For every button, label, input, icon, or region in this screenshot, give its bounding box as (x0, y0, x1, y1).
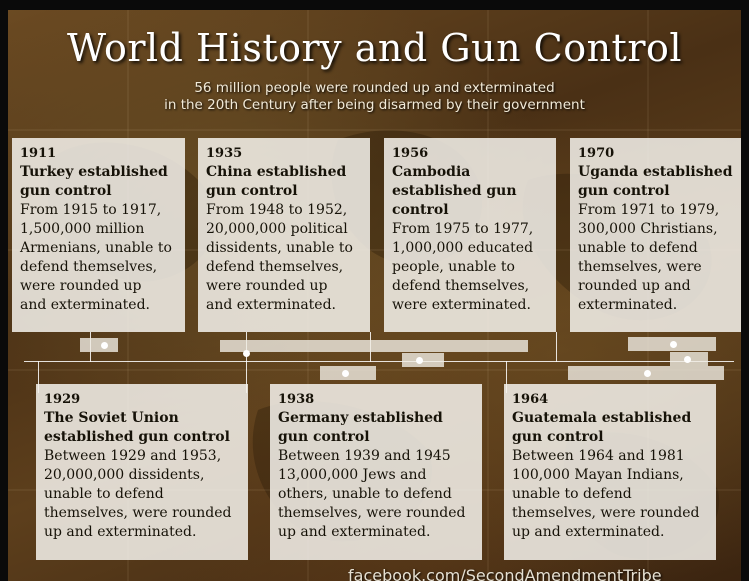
timeline-axis (24, 361, 734, 362)
event-body-line: 100,000 Mayan Indians, (512, 467, 684, 483)
event-card-1956 (384, 138, 556, 332)
event-headline-line: gun control (512, 429, 604, 445)
timeline-dot (684, 356, 691, 363)
event-body-line: Between 1939 and 1945 (278, 448, 451, 464)
event-year: 1929 (44, 392, 81, 407)
event-body-line: exterminated. (578, 297, 678, 313)
event-body-line: up and exterminated. (512, 524, 665, 540)
event-headline-line: control (392, 202, 449, 218)
event-body-line: people, unable to (392, 259, 515, 275)
event-body-line: themselves, were rounded (512, 505, 700, 521)
event-body-line: defend themselves, (20, 259, 158, 275)
poster (8, 10, 741, 581)
event-year: 1938 (278, 392, 315, 407)
event-card-1929 (36, 384, 248, 560)
timeline-dot (243, 350, 250, 357)
event-headline-line: gun control (20, 183, 112, 199)
event-body-line: up and exterminated. (278, 524, 431, 540)
event-year: 1970 (578, 146, 615, 161)
event-body-line: 20,000,000 dissidents, (44, 467, 205, 483)
event-card-1970 (570, 138, 741, 332)
event-headline-line: gun control (206, 183, 298, 199)
event-headline-line: established gun control (44, 429, 230, 445)
poster-title: World History and Gun Control (66, 26, 683, 70)
event-body-line: others, unable to defend (278, 486, 452, 502)
timeline-marker (402, 353, 444, 367)
event-body-line: were exterminated. (392, 297, 531, 313)
event-body-line: Between 1929 and 1953, (44, 448, 222, 464)
event-headline-line: gun control (278, 429, 370, 445)
connector-1970 (556, 332, 557, 362)
event-body-line: Between 1964 and 1981 (512, 448, 685, 464)
timeline-dot (416, 357, 423, 364)
footer-link-text: facebook.com/SecondAmendmentTribe (348, 566, 662, 581)
event-headline-line: Uganda established (578, 164, 733, 180)
event-body-line: themselves, were rounded (44, 505, 232, 521)
event-body-line: defend themselves, (206, 259, 344, 275)
event-headline-line: Germany established (278, 410, 443, 426)
event-body-line: themselves, were (578, 259, 702, 275)
event-body-line: 13,000,000 Jews and (278, 467, 427, 483)
event-headline-line: Cambodia (392, 164, 471, 180)
event-body-line: and exterminated. (206, 297, 336, 313)
event-body-line: From 1975 to 1977, (392, 221, 534, 237)
event-card-1911 (12, 138, 185, 332)
subtitle-line-2: in the 20th Century after being disarmed by their government (164, 97, 585, 113)
event-year: 1911 (20, 146, 57, 161)
event-body-line: up and exterminated. (44, 524, 197, 540)
event-body-line: and exterminated. (20, 297, 150, 313)
timeline-marker (80, 338, 118, 352)
poster-subtitle (8, 80, 741, 114)
timeline-dot (644, 370, 651, 377)
event-body-line: unable to defend (578, 240, 698, 256)
event-headline-line: gun control (578, 183, 670, 199)
event-body-line: From 1915 to 1917, (20, 202, 162, 218)
event-headline-line: China established (206, 164, 347, 180)
event-headline-line: established gun (392, 183, 517, 199)
event-headline-line: Guatemala established (512, 410, 692, 426)
event-body-line: themselves, were rounded (278, 505, 466, 521)
event-body-line: From 1971 to 1979, (578, 202, 720, 218)
event-year: 1964 (512, 392, 549, 407)
timeline-dot (101, 342, 108, 349)
event-body-line: 20,000,000 political (206, 221, 348, 237)
event-body-line: defend themselves, (392, 278, 530, 294)
event-year: 1956 (392, 146, 429, 161)
event-card-1938 (270, 384, 482, 560)
event-body-line: Armenians, unable to (20, 240, 172, 256)
event-body-line: unable to defend (44, 486, 164, 502)
event-card-1964 (504, 384, 716, 560)
event-body-line: unable to defend (512, 486, 632, 502)
event-headline-line: Turkey established (20, 164, 168, 180)
timeline-dot (342, 370, 349, 377)
event-body-line: 1,000,000 educated (392, 240, 534, 256)
event-card-1935 (198, 138, 370, 332)
event-body-line: were rounded up (20, 278, 142, 294)
timeline-dot (670, 341, 677, 348)
event-body-line: From 1948 to 1952, (206, 202, 348, 218)
event-body-line: 1,500,000 million (20, 221, 145, 237)
subtitle-line-1: 56 million people were rounded up and exterminated (194, 80, 555, 96)
event-body-line: were rounded up (206, 278, 328, 294)
event-body-line: 300,000 Christians, (578, 221, 718, 237)
event-year: 1935 (206, 146, 243, 161)
event-body-line: rounded up and (578, 278, 691, 294)
event-headline-line: The Soviet Union (44, 410, 179, 426)
event-body-line: dissidents, unable to (206, 240, 353, 256)
timeline-marker (220, 340, 528, 352)
